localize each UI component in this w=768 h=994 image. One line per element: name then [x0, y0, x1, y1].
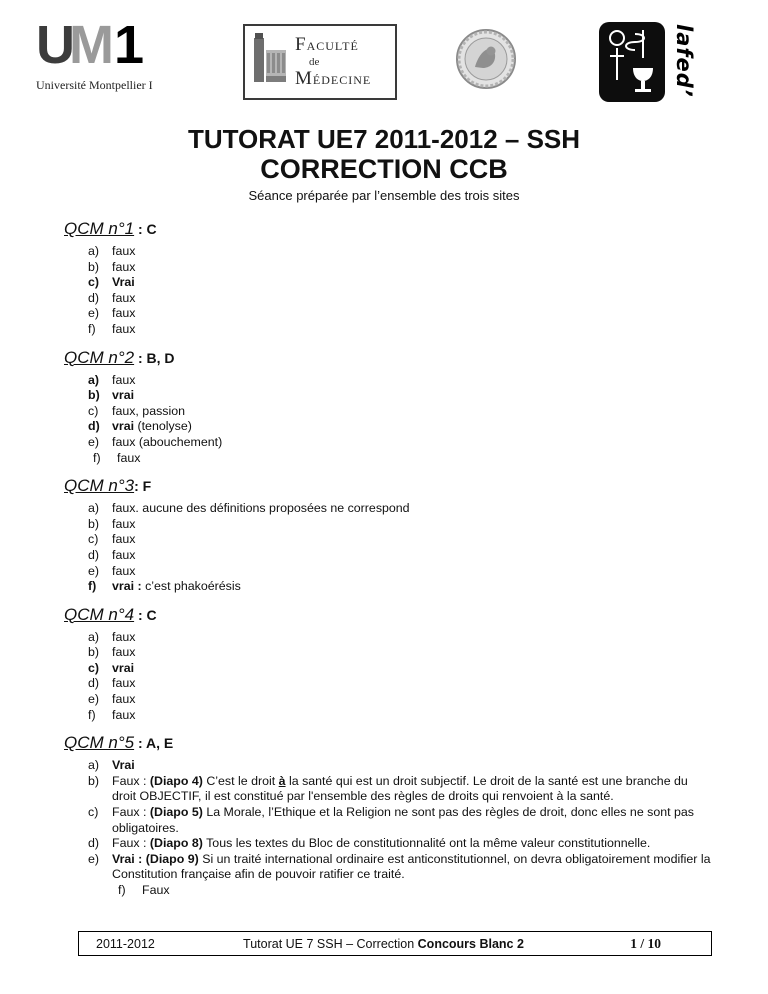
item-text	[112, 373, 712, 389]
qcm-label: QCM n°2	[64, 347, 135, 367]
qcm-item	[88, 548, 712, 564]
item-letter: b)	[88, 773, 100, 788]
page-footer	[78, 931, 712, 956]
item-text-segment: faux (abouchement)	[112, 434, 223, 449]
item-text-segment: La Morale, l’Ethique et la Religion ne sont pas des règles de droit, donc elles ne sont pas obligatoires.	[112, 805, 694, 835]
item-letter: b)	[88, 645, 100, 660]
item-text-segment: faux	[112, 306, 136, 321]
item-text	[112, 517, 712, 533]
item-text-segment: vrai	[112, 419, 135, 434]
qcm-section	[64, 347, 712, 467]
item-letter: f)	[88, 321, 96, 336]
item-text-segment: faux	[112, 707, 136, 722]
item-text	[112, 852, 712, 883]
um1-logo	[36, 16, 206, 93]
qcm-item	[88, 645, 712, 661]
qcm-item	[88, 322, 712, 338]
qcm-separator: :	[134, 735, 147, 752]
item-letter: c)	[88, 275, 100, 290]
qcm-heading	[64, 218, 712, 240]
item-letter: d)	[88, 290, 100, 305]
item-letter: a)	[88, 501, 100, 516]
qcm-answer: F	[142, 478, 152, 495]
item-text	[112, 836, 712, 852]
qcm-item	[88, 419, 712, 435]
qcm-answer: B, D	[146, 349, 175, 366]
item-text-segment: Si un traité international ordinaire est anticonstitutionnel, on devra obligatoirement modifier la Constitution française afin de pouvoir ratifier ce traité.	[112, 851, 711, 882]
qcm-item	[88, 676, 712, 692]
lafed-logo-text: lafed’	[672, 24, 696, 98]
qcm-answer: C	[146, 606, 157, 623]
qcm-item	[88, 275, 712, 291]
footer-title	[226, 937, 541, 951]
qcm-item	[88, 306, 712, 322]
qcm-item	[88, 836, 712, 852]
item-text-segment: Faux :	[112, 805, 150, 820]
qcm-separator: :	[134, 606, 147, 623]
qcm-item	[88, 404, 712, 420]
item-text-segment: faux	[112, 547, 136, 562]
qcm-item	[88, 852, 712, 883]
item-text	[112, 404, 712, 420]
item-text	[112, 306, 712, 322]
item-text-segment: (Diapo 4)	[149, 773, 203, 788]
item-letter: b)	[88, 516, 100, 531]
item-text	[112, 630, 712, 646]
item-text-segment: C’est le droit	[202, 773, 279, 788]
item-text-segment: faux	[112, 645, 136, 660]
item-letter: a)	[88, 244, 100, 258]
item-text	[112, 579, 712, 595]
qcm-section	[64, 475, 712, 595]
qcm-list	[64, 218, 712, 908]
qcm-heading	[64, 347, 712, 369]
item-text-segment: (Diapo 5)	[149, 805, 203, 820]
item-letter: f)	[118, 883, 126, 897]
item-text-segment: Faux	[142, 883, 170, 897]
qcm-heading	[64, 475, 712, 497]
item-letter: e)	[88, 306, 100, 321]
de-line: de	[309, 55, 320, 68]
item-letter: e)	[88, 434, 100, 449]
faculte-line: FACULTÉ	[295, 33, 359, 55]
item-text-segment: faux	[112, 563, 136, 578]
qcm-label: QCM n°4	[64, 604, 135, 624]
item-text-segment: Tous les textes du Bloc de constitutionnalité ont la même valeur constitutionnelle.	[202, 836, 651, 851]
item-letter: b)	[88, 388, 100, 403]
document-title-line2: CORRECTION CCB	[260, 154, 508, 184]
item-text	[112, 805, 712, 836]
item-text	[112, 774, 712, 805]
item-text-segment: c’est phakoérésis	[145, 579, 241, 594]
item-text-segment: faux	[112, 692, 136, 707]
item-letter: a)	[88, 629, 100, 644]
item-letter: f)	[93, 450, 101, 465]
um1-letter-u: U	[36, 15, 69, 75]
item-letter: c)	[88, 805, 99, 820]
document-subtitle: Séance préparée par l’ensemble des trois sites	[248, 188, 520, 203]
item-text-segment: vrai :	[112, 579, 146, 594]
item-text-segment: à	[278, 773, 286, 788]
footer-title-bold: Concours Blanc 2	[417, 936, 524, 951]
qcm-separator: :	[134, 221, 147, 237]
qcm-separator: :	[134, 478, 143, 495]
item-text-segment: Vrai	[112, 275, 135, 290]
item-text	[112, 758, 712, 774]
item-text-segment: faux, passion	[112, 403, 186, 418]
item-text	[117, 451, 712, 467]
lafed-logo	[599, 22, 665, 107]
item-text	[112, 275, 712, 291]
qcm-item	[88, 692, 712, 708]
item-text	[112, 692, 712, 708]
item-text-segment: faux	[112, 321, 136, 336]
item-text-segment: faux. aucune des définitions proposées ne correspond	[112, 501, 410, 516]
item-text	[112, 548, 712, 564]
qcm-answer: C	[146, 221, 157, 237]
qcm-label: QCM n°3	[64, 476, 135, 496]
qcm-item	[88, 435, 712, 451]
item-letter: e)	[88, 563, 100, 578]
item-text-segment: (Diapo 8)	[149, 836, 203, 851]
item-letter: b)	[88, 259, 100, 274]
item-text	[112, 708, 712, 724]
item-text-segment: faux	[112, 244, 136, 258]
faculte-medecine-text	[295, 34, 371, 90]
item-letter: a)	[88, 372, 100, 387]
document-title-line1: TUTORAT UE7 2011-2012 – SSH	[187, 124, 581, 154]
item-text-segment: la santé qui est un droit subjectif. Le droit de la santé est une branche du droit OBJECTIF, il est constitué par l'ensemble des règles de droits qui renvoient à la santé.	[112, 773, 688, 804]
item-text	[112, 244, 712, 260]
item-text-segment: vrai	[112, 660, 135, 675]
item-letter: c)	[88, 660, 100, 675]
qcm-item	[88, 564, 712, 580]
item-text	[112, 676, 712, 692]
item-letter: d)	[88, 676, 100, 691]
item-letter: e)	[88, 692, 100, 707]
qcm-item-list	[64, 630, 712, 724]
um1-letter-1: 1	[113, 15, 139, 75]
item-letter: a)	[88, 758, 100, 773]
item-text-segment: faux	[112, 516, 136, 531]
qcm-heading	[64, 732, 712, 754]
item-text-segment: Vrai : (Diapo 9)	[112, 851, 199, 866]
qcm-heading	[64, 604, 712, 626]
qcm-separator: :	[134, 349, 147, 366]
qcm-item-list	[64, 244, 712, 338]
qcm-item	[88, 291, 712, 307]
qcm-item	[88, 630, 712, 646]
qcm-item	[88, 373, 712, 389]
qcm-item	[88, 758, 712, 774]
title-block	[0, 124, 768, 203]
footer-year: 2011-2012	[96, 936, 155, 951]
um1-letter-m: M	[69, 15, 108, 75]
qcm-item	[88, 579, 712, 595]
um1-logo-text	[36, 16, 206, 74]
item-letter: d)	[88, 419, 100, 434]
item-text	[112, 564, 712, 580]
item-text-segment: Faux :	[112, 773, 150, 788]
qcm-item	[88, 451, 712, 467]
item-text-segment: (tenolyse)	[134, 419, 192, 434]
item-text	[112, 501, 712, 517]
item-text-segment: Vrai	[112, 758, 135, 773]
item-text-segment: faux	[112, 532, 136, 547]
item-text	[112, 260, 712, 276]
item-letter: f)	[88, 707, 96, 722]
qcm-label: QCM n°1	[64, 219, 135, 238]
building-icon	[252, 32, 288, 93]
item-letter: c)	[88, 532, 99, 547]
footer-title-plain: Tutorat UE 7 SSH – Correction	[243, 936, 418, 951]
qcm-section	[64, 218, 712, 338]
item-text-segment: faux	[112, 676, 136, 691]
qcm-item-list	[64, 501, 712, 595]
qcm-item-list	[64, 373, 712, 467]
item-text	[112, 322, 712, 338]
item-text	[112, 532, 712, 548]
medecine-line: MÉDECINE	[295, 68, 372, 90]
item-text	[112, 419, 712, 435]
um1-caption: Université Montpellier I	[36, 78, 153, 92]
item-letter: d)	[88, 836, 100, 851]
item-text-segment: Faux :	[112, 836, 150, 851]
item-text	[112, 388, 712, 404]
qcm-item	[88, 501, 712, 517]
item-text-segment: faux	[112, 259, 136, 274]
item-text	[142, 883, 712, 899]
university-seal-logo	[455, 28, 517, 95]
qcm-item-list	[64, 758, 712, 898]
item-letter: f)	[88, 579, 97, 594]
item-text-segment: faux	[112, 290, 136, 305]
item-text-segment: faux	[112, 629, 136, 644]
qcm-item	[88, 388, 712, 404]
qcm-item	[88, 883, 712, 899]
item-text	[112, 645, 712, 661]
qcm-item	[88, 532, 712, 548]
item-text-segment: faux	[112, 372, 136, 387]
faculte-medecine-logo	[243, 24, 397, 100]
qcm-label: QCM n°5	[64, 733, 135, 753]
qcm-item	[88, 260, 712, 276]
qcm-section	[64, 732, 712, 898]
qcm-item	[88, 661, 712, 677]
item-letter: d)	[88, 547, 100, 562]
item-text-segment: vrai	[112, 388, 135, 403]
qcm-answer: A, E	[146, 735, 174, 752]
item-letter: e)	[88, 851, 100, 866]
qcm-item	[88, 708, 712, 724]
qcm-section	[64, 604, 712, 724]
item-text	[112, 291, 712, 307]
item-letter: c)	[88, 403, 99, 418]
qcm-item	[88, 774, 712, 805]
footer-page-number: 1 / 10	[630, 935, 661, 951]
qcm-item	[88, 517, 712, 533]
item-text	[112, 661, 712, 677]
item-text	[112, 435, 712, 451]
qcm-item	[88, 805, 712, 836]
qcm-item	[88, 244, 712, 260]
item-text-segment: faux	[117, 450, 141, 465]
